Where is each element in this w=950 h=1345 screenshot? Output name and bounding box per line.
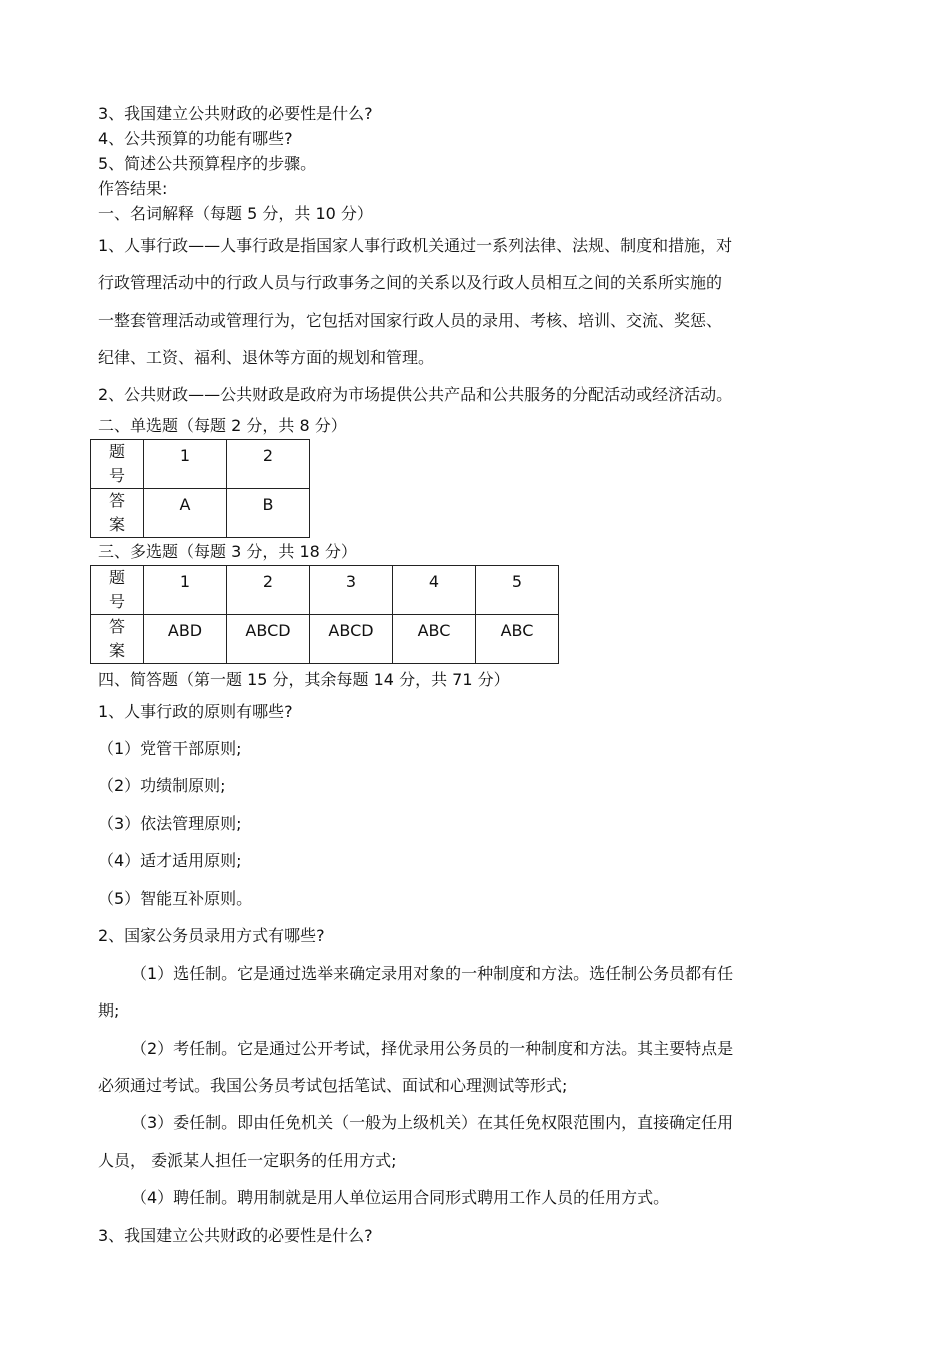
recruitment-line: （3）委任制。即由任免机关（一般为上级机关）在其任免权限范围内，直接确定任用 — [131, 1113, 734, 1132]
question-number-cell: 2 — [227, 440, 310, 489]
row-label-number — [91, 440, 144, 489]
section1-heading: 一、名词解释（每题 5 分，共 10 分） — [98, 204, 373, 223]
table-row — [91, 615, 559, 664]
label-char: 答 — [108, 491, 125, 510]
principle-item: （1）党管干部原则; — [98, 739, 242, 758]
label-char: 案 — [108, 515, 125, 534]
label-char: 题 — [108, 442, 125, 461]
recruitment-line: 人员， 委派某人担任一定职务的任用方式; — [98, 1151, 397, 1170]
row-label-answer — [91, 615, 144, 664]
question-5: 5、简述公共预算程序的步骤。 — [98, 154, 317, 173]
section1-q2: 2、公共财政——公共财政是政府为市场提供公共产品和公共服务的分配活动或经济活动。 — [98, 385, 733, 404]
recruitment-line: （2）考任制。它是通过公开考试，择优录用公务员的一种制度和方法。其主要特点是 — [131, 1039, 734, 1058]
answer-cell: ABC — [476, 615, 559, 664]
section1-q1-line: 行政管理活动中的行政人员与行政事务之间的关系以及行政人员相互之间的关系所实施的 — [98, 273, 723, 292]
label-char: 案 — [108, 641, 125, 660]
recruitment-line: 期; — [98, 1001, 120, 1020]
question-number-cell: 3 — [310, 566, 393, 615]
question-number-cell: 5 — [476, 566, 559, 615]
principle-item: （2）功绩制原则; — [98, 776, 226, 795]
answer-cell: ABD — [144, 615, 227, 664]
section4-q3: 3、我国建立公共财政的必要性是什么? — [98, 1226, 373, 1245]
section1-q1-line: 一整套管理活动或管理行为，它包括对国家行政人员的录用、考核、培训、交流、奖惩、 — [98, 311, 723, 330]
single-choice-table — [90, 439, 310, 538]
label-char: 号 — [108, 592, 125, 611]
section2-heading: 二、单选题（每题 2 分，共 8 分） — [98, 416, 347, 435]
row-label-number — [91, 566, 144, 615]
principle-item: （4）适才适用原则; — [98, 851, 242, 870]
principle-item: （5）智能互补原则。 — [98, 889, 253, 908]
section3-heading: 三、多选题（每题 3 分，共 18 分） — [98, 542, 357, 561]
question-4: 4、公共预算的功能有哪些? — [98, 129, 293, 148]
recruitment-line: 必须通过考试。我国公务员考试包括笔试、面试和心理测试等形式; — [98, 1076, 568, 1095]
question-number-cell: 1 — [144, 440, 227, 489]
answer-cell: ABCD — [310, 615, 393, 664]
label-char: 答 — [108, 617, 125, 636]
row-label-answer — [91, 489, 144, 538]
recruitment-line: （4）聘任制。聘用制就是用人单位运用合同形式聘用工作人员的任用方式。 — [131, 1188, 670, 1207]
question-number-cell: 4 — [393, 566, 476, 615]
section4-q1: 1、人事行政的原则有哪些? — [98, 702, 293, 721]
table-row — [91, 489, 310, 538]
question-3: 3、我国建立公共财政的必要性是什么? — [98, 104, 373, 123]
answer-cell: A — [144, 489, 227, 538]
answers-heading: 作答结果: — [98, 179, 168, 198]
label-char: 号 — [108, 466, 125, 485]
label-char: 题 — [108, 568, 125, 587]
answer-cell: B — [227, 489, 310, 538]
answer-cell: ABC — [393, 615, 476, 664]
recruitment-line: （1）选任制。它是通过选举来确定录用对象的一种制度和方法。选任制公务员都有任 — [131, 964, 734, 983]
question-number-cell: 2 — [227, 566, 310, 615]
section1-q1-line: 1、人事行政——人事行政是指国家人事行政机关通过一系列法律、法规、制度和措施，对 — [98, 236, 733, 255]
section4-heading: 四、简答题（第一题 15 分，其余每题 14 分，共 71 分） — [98, 670, 510, 689]
question-number-cell: 1 — [144, 566, 227, 615]
table-row — [91, 566, 559, 615]
section4-q2: 2、国家公务员录用方式有哪些? — [98, 926, 325, 945]
multiple-choice-table — [90, 565, 559, 664]
table-row — [91, 440, 310, 489]
answer-cell: ABCD — [227, 615, 310, 664]
principle-item: （3）依法管理原则; — [98, 814, 242, 833]
section1-q1-line: 纪律、工资、福利、退休等方面的规划和管理。 — [98, 348, 435, 367]
